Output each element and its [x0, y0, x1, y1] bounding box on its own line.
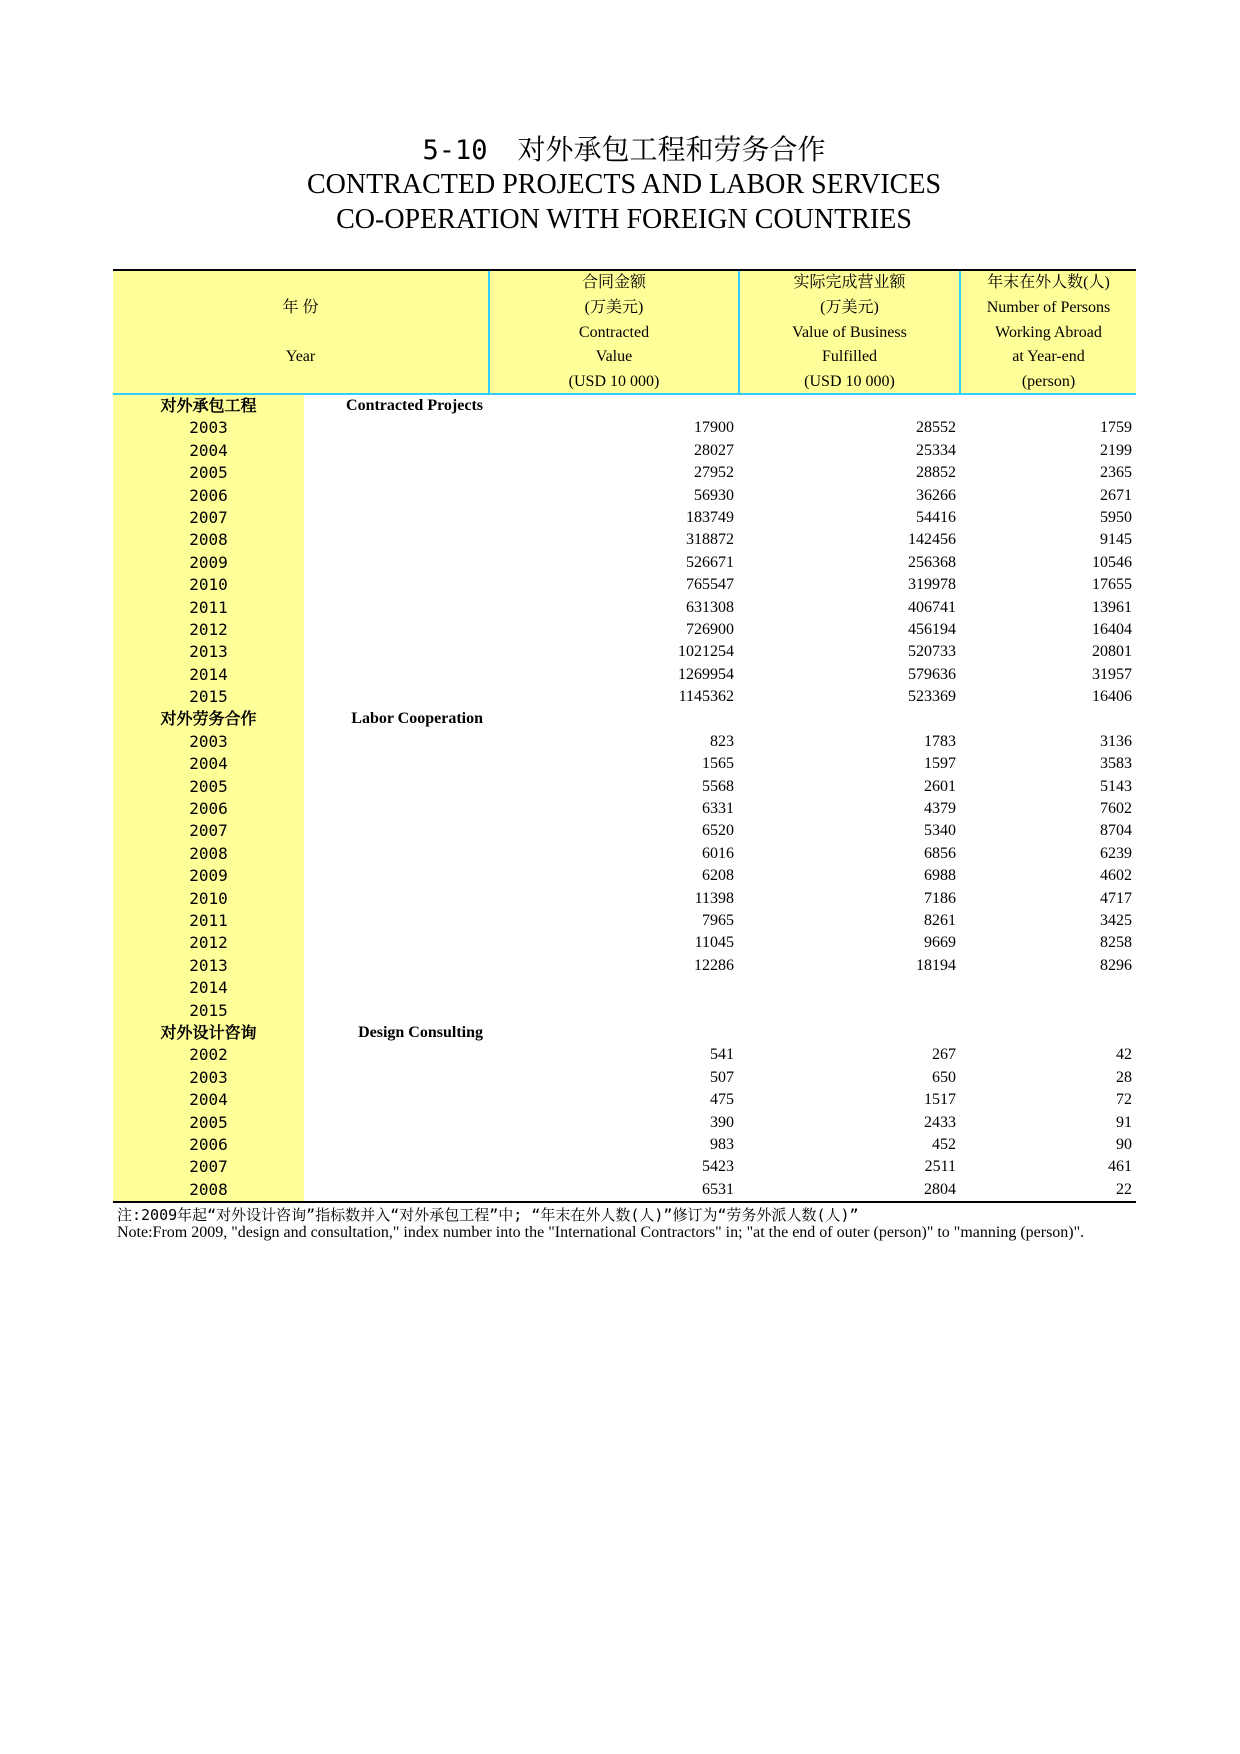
business-fulfilled-cell: 142456: [908, 531, 956, 549]
year-cell: 2014: [189, 664, 228, 684]
business-fulfilled-cell: 28852: [916, 464, 956, 482]
persons-abroad-cell: 90: [1116, 1135, 1132, 1153]
persons-abroad-cell: 5950: [1100, 508, 1132, 526]
year-cell: 2008: [189, 843, 228, 863]
year-cell: 2004: [189, 1090, 228, 1110]
persons-abroad-cell: 13961: [1092, 598, 1132, 616]
year-cell: 2004: [189, 440, 228, 460]
note-cn: 注:2009年起“对外设计咨询”指标数并入“对外承包工程”中; “年末在外人数(人)”修订为“劳务外派人数(人)”: [117, 1206, 859, 1224]
table-title-cn: [0, 128, 1240, 168]
year-cell: 2010: [189, 575, 228, 595]
persons-abroad-cell: 2365: [1100, 464, 1132, 482]
business-fulfilled-cell: 6988: [924, 867, 956, 885]
table-row: [113, 1112, 1136, 1134]
persons-abroad-cell: 42: [1116, 1046, 1132, 1064]
contracted-value-cell: 27952: [694, 464, 734, 482]
business-fulfilled-cell: 452: [932, 1135, 956, 1153]
header-line: 合同金额: [581, 274, 646, 291]
table-row: [113, 1156, 1136, 1178]
contracted-value-cell: 1021254: [678, 643, 734, 661]
business-fulfilled-cell: 5340: [924, 822, 956, 840]
business-fulfilled-cell: 28552: [916, 419, 956, 437]
persons-abroad-cell: 91: [1116, 1113, 1132, 1131]
business-fulfilled-cell: 9669: [924, 934, 956, 952]
business-fulfilled-cell: 8261: [924, 911, 956, 929]
persons-abroad-cell: 7602: [1100, 800, 1132, 818]
business-fulfilled-cell: 406741: [908, 598, 956, 616]
year-cell: 2006: [189, 485, 228, 505]
contracted-value-cell: 6531: [702, 1180, 734, 1198]
year-cell: 2005: [189, 776, 228, 796]
header-line: 实际完成营业额: [793, 274, 906, 291]
year-cell: 2012: [189, 619, 228, 639]
table-row: [113, 574, 1136, 596]
header-line: Contracted: [578, 323, 650, 341]
year-cell: 2013: [189, 642, 228, 662]
table-row: [113, 753, 1136, 775]
contracted-value-cell: 28027: [694, 441, 734, 459]
contracted-value-cell: 318872: [686, 531, 734, 549]
persons-abroad-cell: 2671: [1100, 486, 1132, 504]
table-row: [113, 597, 1136, 619]
table-row: [113, 776, 1136, 798]
contracted-value-cell: 17900: [694, 419, 734, 437]
business-fulfilled-cell: 2804: [924, 1180, 956, 1198]
business-fulfilled-cell: 18194: [916, 956, 956, 974]
year-cell: 2015: [189, 1000, 228, 1020]
persons-abroad-cell: 9145: [1100, 531, 1132, 549]
persons-abroad-cell: 72: [1116, 1091, 1132, 1109]
table-row: [113, 529, 1136, 551]
business-fulfilled-cell: 36266: [916, 486, 956, 504]
contracted-value-cell: 390: [710, 1113, 734, 1131]
table-row: [113, 955, 1136, 977]
year-cell: 2011: [189, 597, 228, 617]
contracted-value-cell: 6208: [702, 867, 734, 885]
business-fulfilled-cell: 2433: [924, 1113, 956, 1131]
year-cell: 2007: [189, 507, 228, 527]
section-header-row: [113, 708, 1136, 730]
table-title-en-line2: CO-OPERATION WITH FOREIGN COUNTRIES: [336, 204, 912, 235]
business-fulfilled-cell: 523369: [908, 688, 956, 706]
contracted-value-cell: 6016: [702, 844, 734, 862]
year-cell: 2007: [189, 1157, 228, 1177]
contracted-value-cell: 6331: [702, 800, 734, 818]
header-year-cn: 年 份: [282, 298, 319, 316]
header-year: [113, 271, 488, 393]
header-persons-abroad: [961, 271, 1136, 393]
business-fulfilled-cell: 1517: [924, 1091, 956, 1109]
table-row: [113, 417, 1136, 439]
section-header-row: [113, 1022, 1136, 1044]
year-cell: 2004: [189, 754, 228, 774]
header-line: Working Abroad: [995, 323, 1102, 341]
section-header-row: [113, 395, 1136, 417]
business-fulfilled-cell: 1597: [924, 755, 956, 773]
header-line: Fulfilled: [821, 348, 878, 366]
year-cell: 2010: [189, 888, 228, 908]
contracted-value-cell: 631308: [686, 598, 734, 616]
year-cell: 2006: [189, 1134, 228, 1154]
year-cell: 2009: [189, 552, 228, 572]
table-row: [113, 1134, 1136, 1156]
table-row: [113, 843, 1136, 865]
table-row: [113, 977, 1136, 999]
persons-abroad-cell: 22: [1116, 1180, 1132, 1198]
title-cn-text: 对外承包工程和劳务合作: [517, 133, 826, 166]
year-cell: 2013: [189, 955, 228, 975]
note-en: Note:From 2009, "design and consultation," index number into the "International Contractors" in; "at the end of outer (person)" to "manning (person)".: [117, 1224, 1085, 1241]
table-row: [113, 619, 1136, 641]
header-line: (person): [1021, 373, 1076, 391]
table-row: [113, 910, 1136, 932]
table-title-en-line1: CONTRACTED PROJECTS AND LABOR SERVICES: [306, 169, 942, 200]
business-fulfilled-cell: 54416: [916, 508, 956, 526]
year-cell: 2003: [189, 418, 228, 438]
contracted-value-cell: 526671: [686, 553, 734, 571]
persons-abroad-cell: 8704: [1100, 822, 1132, 840]
section-label-en: Labor Cooperation: [351, 710, 483, 728]
table-row: [113, 932, 1136, 954]
business-fulfilled-cell: 6856: [924, 844, 956, 862]
table-header: [113, 269, 1136, 395]
section-label-en: Contracted Projects: [346, 397, 483, 414]
section-label-cn: 对外承包工程: [160, 396, 257, 415]
contracted-value-cell: 1269954: [678, 665, 734, 683]
contracted-value-cell: 475: [710, 1091, 734, 1109]
table-row: [113, 507, 1136, 529]
business-fulfilled-cell: 267: [932, 1046, 956, 1064]
table-row: [113, 865, 1136, 887]
header-line: (USD 10 000): [804, 373, 895, 391]
business-fulfilled-cell: 579636: [908, 665, 956, 683]
business-fulfilled-cell: 520733: [908, 643, 956, 661]
contracted-value-cell: 726900: [686, 620, 734, 638]
persons-abroad-cell: 1759: [1100, 419, 1132, 437]
year-cell: 2002: [189, 1045, 228, 1065]
header-line: (万美元): [820, 298, 879, 316]
business-fulfilled-cell: 1783: [924, 732, 956, 750]
table-row: [113, 1067, 1136, 1089]
table-row: [113, 686, 1136, 708]
persons-abroad-cell: 8296: [1100, 956, 1132, 974]
year-cell: 2015: [189, 687, 228, 707]
table-row: [113, 485, 1136, 507]
contracted-value-cell: 7965: [702, 911, 734, 929]
business-fulfilled-cell: 7186: [924, 889, 956, 907]
header-contracted-value: [490, 271, 738, 393]
persons-abroad-cell: 17655: [1092, 576, 1132, 594]
contracted-value-cell: 1145362: [678, 688, 734, 706]
header-line: Value: [595, 348, 633, 366]
business-fulfilled-cell: 2511: [924, 1158, 956, 1176]
contracted-value-cell: 823: [710, 732, 734, 750]
year-cell: 2006: [189, 799, 228, 819]
persons-abroad-cell: 28: [1116, 1068, 1132, 1086]
table-row: [113, 1179, 1136, 1201]
persons-abroad-cell: 6239: [1100, 844, 1132, 862]
table-row: [113, 1000, 1136, 1022]
header-line: at Year-end: [1012, 348, 1085, 366]
year-cell: 2003: [189, 1067, 228, 1087]
table-row: [113, 1044, 1136, 1066]
year-cell: 2003: [189, 731, 228, 751]
contracted-value-cell: 12286: [694, 956, 734, 974]
business-fulfilled-cell: 25334: [916, 441, 956, 459]
business-fulfilled-cell: 319978: [908, 576, 956, 594]
data-table: [113, 269, 1136, 1203]
business-fulfilled-cell: 4379: [924, 800, 956, 818]
persons-abroad-cell: 16404: [1092, 620, 1132, 638]
header-business-fulfilled: [740, 271, 959, 393]
table-row: [113, 440, 1136, 462]
table-row: [113, 641, 1136, 663]
persons-abroad-cell: 461: [1108, 1158, 1132, 1176]
persons-abroad-cell: 31957: [1092, 665, 1132, 683]
section-label-cn: 对外劳务合作: [160, 709, 257, 729]
persons-abroad-cell: 4602: [1100, 867, 1132, 885]
persons-abroad-cell: 3583: [1100, 755, 1132, 773]
contracted-value-cell: 6520: [702, 822, 734, 840]
persons-abroad-cell: 3136: [1100, 732, 1132, 750]
table-row: [113, 462, 1136, 484]
table-row: [113, 1089, 1136, 1111]
contracted-value-cell: 183749: [686, 508, 734, 526]
year-cell: 2009: [189, 866, 228, 886]
persons-abroad-cell: 20801: [1092, 643, 1132, 661]
table-row: [113, 820, 1136, 842]
year-cell: 2014: [189, 978, 228, 998]
year-cell: 2011: [189, 910, 228, 930]
header-year-en: Year: [285, 348, 316, 366]
table-row: [113, 664, 1136, 686]
table-row: [113, 552, 1136, 574]
business-fulfilled-cell: 456194: [908, 620, 956, 638]
contracted-value-cell: 56930: [694, 486, 734, 504]
section-label-en: Design Consulting: [358, 1023, 483, 1041]
year-cell: 2007: [189, 821, 228, 841]
persons-abroad-cell: 10546: [1092, 553, 1132, 571]
year-cell: 2005: [189, 463, 228, 483]
persons-abroad-cell: 2199: [1100, 441, 1132, 459]
business-fulfilled-cell: 2601: [924, 777, 956, 795]
contracted-value-cell: 507: [710, 1068, 734, 1086]
persons-abroad-cell: 16406: [1092, 688, 1132, 706]
year-cell: 2012: [189, 933, 228, 953]
persons-abroad-cell: 8258: [1100, 934, 1132, 952]
table-body: [113, 395, 1136, 1201]
contracted-value-cell: 1565: [702, 755, 734, 773]
year-cell: 2008: [189, 530, 228, 550]
table-row: [113, 731, 1136, 753]
table-bottom-rule: [113, 1201, 1136, 1203]
contracted-value-cell: 11398: [694, 889, 734, 907]
header-line: Number of Persons: [986, 298, 1111, 316]
contracted-value-cell: 5568: [702, 777, 734, 795]
table-row: [113, 888, 1136, 910]
table-row: [113, 798, 1136, 820]
contracted-value-cell: 541: [710, 1046, 734, 1064]
table-number: 5-10: [422, 135, 488, 166]
header-line: (USD 10 000): [568, 373, 660, 391]
section-label-cn: 对外设计咨询: [160, 1022, 257, 1042]
persons-abroad-cell: 3425: [1100, 911, 1132, 929]
header-line: Value of Business: [792, 323, 907, 341]
contracted-value-cell: 983: [710, 1135, 734, 1153]
year-cell: 2008: [189, 1179, 228, 1199]
persons-abroad-cell: 4717: [1100, 889, 1132, 907]
persons-abroad-cell: 5143: [1100, 777, 1132, 795]
header-line: (万美元): [584, 298, 644, 316]
contracted-value-cell: 5423: [702, 1158, 734, 1176]
business-fulfilled-cell: 650: [932, 1068, 956, 1086]
business-fulfilled-cell: 256368: [908, 553, 956, 571]
contracted-value-cell: 11045: [694, 934, 734, 952]
contracted-value-cell: 765547: [686, 576, 734, 594]
header-line: 年末在外人数(人): [987, 274, 1110, 291]
year-cell: 2005: [189, 1112, 228, 1132]
